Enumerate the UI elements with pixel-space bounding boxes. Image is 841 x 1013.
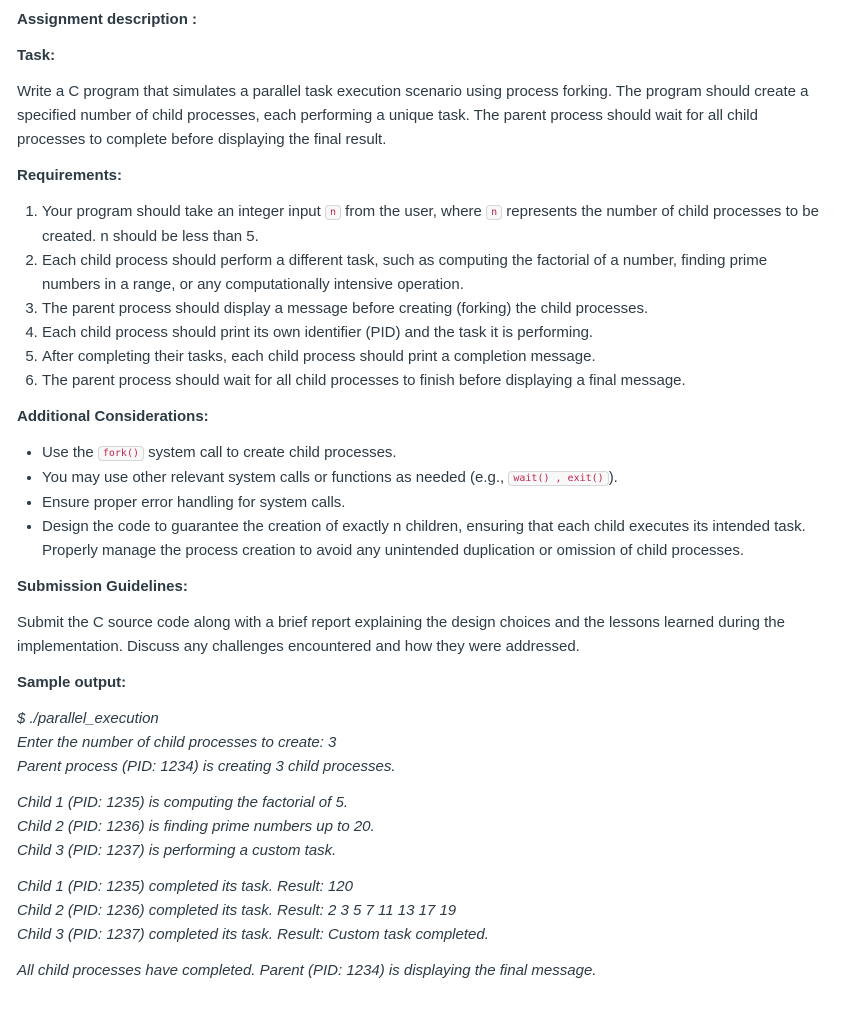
requirement-item: 4. Each child process should print its own identifier (PID) and the task it is performing. bbox=[42, 321, 824, 345]
code-fork: fork() bbox=[98, 446, 144, 461]
consideration-item: • Use the fork() system call to create child processes. bbox=[42, 441, 824, 466]
consideration-item: • Design the code to guarantee the creation of exactly n children, ensuring that each child executes its intended task. Properly manage the process creation to avoid any unintended duplication or omission of child processes. bbox=[42, 515, 824, 563]
sample-line: All child processes have completed. Parent (PID: 1234) is displaying the final message. bbox=[17, 962, 597, 979]
considerations-heading: Additional Considerations: bbox=[17, 408, 209, 425]
sample-heading: Sample output: bbox=[17, 674, 127, 691]
requirement-item: 5. After completing their tasks, each child process should print a completion message. bbox=[42, 345, 824, 369]
page-title: Assignment description : bbox=[17, 11, 198, 28]
requirement-item: 6. The parent process should wait for all child processes to finish before displaying a final message. bbox=[42, 369, 824, 393]
requirement-item: 3. The parent process should display a message before creating (forking) the child processes. bbox=[42, 297, 824, 321]
submission-text: Submit the C source code along with a brief report explaining the design choices and the lessons learned during the implementation. Discuss any challenges encountered and how they were addressed. bbox=[17, 614, 785, 655]
sample-line: Child 2 (PID: 1236) is finding prime numbers up to 20. bbox=[17, 818, 375, 835]
sample-line: Child 2 (PID: 1236) completed its task. Result: 2 3 5 7 11 13 17 19 bbox=[17, 902, 457, 919]
sample-line: Child 1 (PID: 1235) is computing the factorial of 5. bbox=[17, 794, 348, 811]
code-wait-exit: wait() , exit() bbox=[508, 471, 608, 486]
sample-line: Child 1 (PID: 1235) completed its task. Result: 120 bbox=[17, 878, 353, 895]
considerations-list bbox=[17, 441, 824, 563]
consideration-item: • Ensure proper error handling for system calls. bbox=[42, 491, 824, 515]
sample-output-block-2 bbox=[17, 791, 824, 863]
sample-line: Parent process (PID: 1234) is creating 3 child processes. bbox=[17, 758, 396, 775]
submission-heading: Submission Guidelines: bbox=[17, 578, 188, 595]
task-heading: Task: bbox=[17, 47, 56, 64]
sample-output-block-1 bbox=[17, 707, 824, 779]
code-n: n bbox=[325, 205, 341, 220]
sample-output-block-3 bbox=[17, 875, 824, 947]
sample-line: $ ./parallel_execution bbox=[17, 710, 159, 727]
requirement-item: 2. Each child process should perform a different task, such as computing the factorial of a number, finding prime numbers in a range, or any computationally intensive operation. bbox=[42, 249, 824, 297]
requirement-item: 1. Your program should take an integer input n from the user, where n represents the number of child processes to be created. n should be less than 5. bbox=[42, 200, 824, 249]
sample-output-block-4 bbox=[17, 959, 824, 983]
task-description: Write a C program that simulates a parallel task execution scenario using process forking. The program should create a specified number of child processes, each performing a unique task. The parent process should wait for all child processes to complete before displaying the final result. bbox=[17, 83, 809, 148]
requirements-list bbox=[17, 200, 824, 393]
requirements-heading: Requirements: bbox=[17, 167, 123, 184]
sample-line: Enter the number of child processes to create: 3 bbox=[17, 734, 337, 751]
consideration-item: • You may use other relevant system calls or functions as needed (e.g., wait() , exit() ). bbox=[42, 466, 824, 491]
code-n: n bbox=[486, 205, 502, 220]
sample-line: Child 3 (PID: 1237) completed its task. Result: Custom task completed. bbox=[17, 926, 489, 943]
sample-line: Child 3 (PID: 1237) is performing a custom task. bbox=[17, 842, 337, 859]
